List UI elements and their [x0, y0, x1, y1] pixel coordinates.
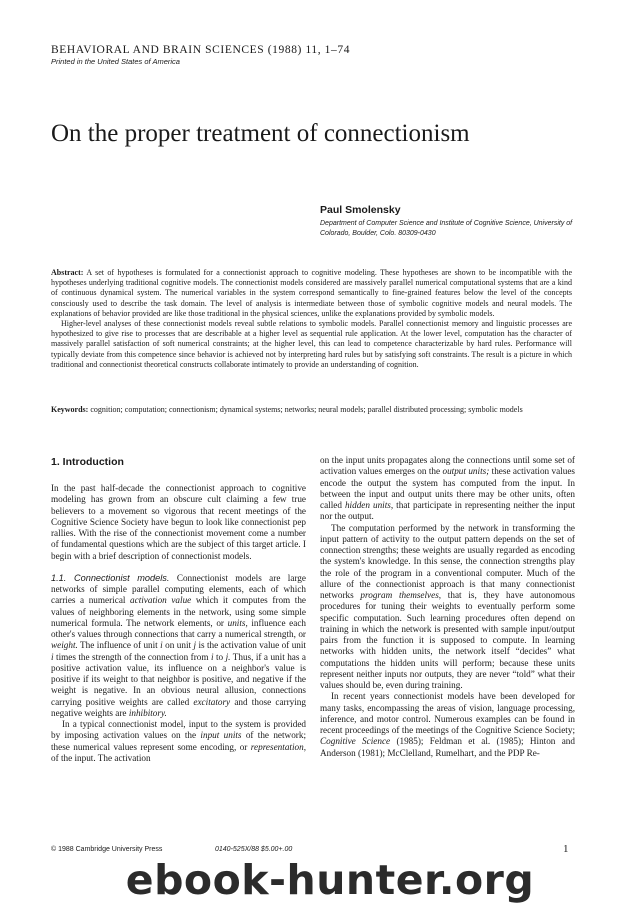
abstract-paragraph-1 — [51, 268, 572, 319]
copyright-notice: © 1988 Cambridge University Press — [51, 846, 163, 853]
abstract-text-1: A set of hypotheses is formulated for a connectionist approach to cognitive modeling. These hypotheses are shown to be incompatible with the hypotheses underlying traditional cognitive models. The connectionist models considered are massively parallel numerical computational systems that are a kind of continuous dynamical system. The numerical variables in the system correspond semantically to fine-grained features below the level of the concepts consciously used to describe the task domain. The level of analysis is intermediate between those of symbolic cognitive models and neural models. The explanations of behavior provided are like those traditional in the physical sciences, unlike the explanations provided by symbolic models. — [51, 268, 573, 318]
abstract-label: Abstract: — [51, 268, 84, 277]
abstract-paragraph-2: Higher-level analyses of these connectionist models reveal subtle relations to symbolic models. Parallel connectionist memory and linguistic processes are hypothesized to give rise to processes that are describable at a higher level as sequential rule application. At the lower level, computation has the character of massively parallel satisfaction of soft numerical constraints; at the higher level, this can lead to competence characterizable by hard rules. Performance will typically deviate from this competence since behavior is achieved not by interpreting hard rules but by satisfying soft constraints. The result is a picture in which traditional and connectionist theoretical constructs collaborate intimately to provide an understanding of cognition. — [51, 319, 572, 369]
journal-header: BEHAVIORAL AND BRAIN SCIENCES (1988) 11, 1–74 — [51, 44, 351, 56]
abstract — [51, 268, 572, 370]
issn-code: 0140-525X/88 $5.00+.00 — [215, 846, 293, 853]
computation-paragraph: The computation performed by the network in transforming the input pattern of activity to the output pattern depends on the set of connection strengths; these weights are usually regarded as encoding the system's knowledge. In this sense, the connection strengths play the role of the program in a conventional computer. Much of the allure of the connectionist approach is that many connectionist networks program themselves, that is, they have autonomous procedures for tuning their weights to eventually perform some specific computation. Such learning procedures often depend on training in which the network is presented with sample input/output pairs from the function it is supposed to compute. In learning networks with hidden units, the network itself “decides” what computations the hidden units will perform; because these units represent neither inputs nor outputs, they are never “told” what their values should be, even during training. — [320, 522, 576, 690]
author-name: Paul Smolensky — [320, 204, 401, 216]
right-column — [320, 455, 575, 759]
keywords — [51, 405, 572, 415]
left-column — [51, 457, 306, 764]
input-paragraph: In a typical connectionist model, input to the system is provided by imposing activation values on the input units of the network; these numerical values represent some encoding, or representation, of the input. The activation — [51, 719, 306, 763]
watermark: ebook-hunter.org — [125, 856, 535, 904]
recent-models-paragraph: In recent years connectionist models have been developed for many tasks, encompassing the areas of vision, language processing, inference, and motor control. Numerous examples can be found in recent proceedings of the meetings of the Cognitive Science Society; Cognitive Science (1985); Feldman et al. (1985); Hinton and Anderson (1981); McClelland, Rumelhart, and the PDP Re- — [320, 691, 575, 758]
page-number: 1 — [563, 843, 569, 855]
section-heading: 1. Introduction — [51, 456, 124, 468]
keywords-label: Keywords: — [51, 405, 89, 414]
keywords-text: cognition; computation; connectionism; dynamical systems; networks; neural models; parallel distributed processing; symbolic models — [90, 405, 523, 414]
subsection-heading: 1.1. Connectionist models. — [51, 572, 170, 583]
connectionist-models-paragraph: 1.1. Connectionist models. Connectionist models are large networks of simple parallel computing elements, each of which carries a numerical activation value which it computes from the values of neighboring elements in the network, using some simple numerical formula. The network elements, or units, influence each other's values through connections that carry a numerical strength, or weight. The influence of unit i on unit j is the activation value of unit i times the strength of the connection from i to j. Thus, if a unit has a positive activation value, its influence on a neighbor's value is positive if its weight to that neighbor is positive, and negative if the weight is negative. In an obvious neural allusion, connections carrying positive weights are called excitatory and those carrying negative weights are inhibitory. — [51, 572, 306, 718]
author-affiliation: Department of Computer Science and Institute of Cognitive Science, University of Colorado, Boulder, Colo. 80309-0430 — [320, 220, 573, 237]
article-title: On the proper treatment of connectionism — [51, 120, 470, 147]
printed-note: Printed in the United States of America — [51, 57, 180, 66]
propagation-paragraph: on the input units propagates along the connections until some set of activation values emerges on the output units; these activation values encode the output the system has computed from the input. In between the input and output units there may be other units, often called hidden units, that participate in representing neither the input nor the output. — [320, 455, 576, 522]
intro-paragraph: In the past half-decade the connectionist approach to cognitive modeling has grown from an obscure cult claiming a few true believers to a movement so vigorous that recent meetings of the Cognitive Science Society have begun to look like connectionist pep rallies. With the rise of the connectionist movement come a number of fundamental questions which are the subject of this target article. I begin with a brief description of connectionist models. — [51, 483, 306, 561]
